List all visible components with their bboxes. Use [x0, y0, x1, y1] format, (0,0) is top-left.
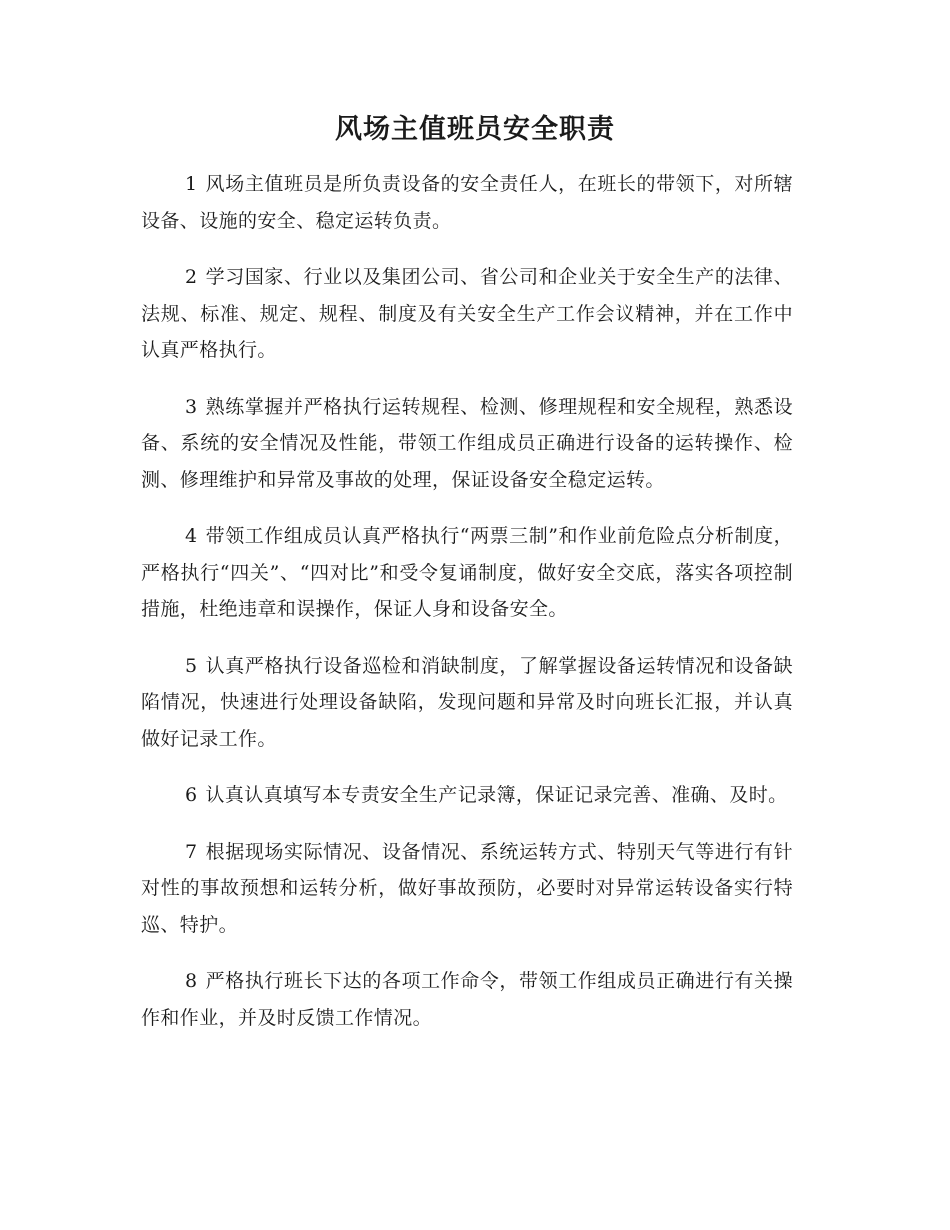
paragraph-6: [141, 777, 793, 814]
document-title: 风场主值班员安全职责: [335, 114, 615, 145]
paragraph-3: [141, 389, 793, 499]
paragraph-text: 根据现场实际情况、设备情况、系统运转方式、特别天气等进行有针对性的事故预想和运转分析，做好事故预防，必要时对异常运转设备实行特巡、特护。: [141, 840, 793, 936]
paragraph-text: 风场主值班员是所负责设备的安全责任人，在班长的带领下，对所辖设备、设施的安全、稳定运转负责。: [141, 173, 793, 232]
paragraph-number: 7: [185, 840, 198, 863]
paragraph-number: 4: [185, 525, 198, 547]
paragraph-text: 学习国家、行业以及集团公司、省公司和企业关于安全生产的法律、法规、标准、规定、规程、制度及有关安全生产工作会议精神，并在工作中认真严格执行。: [141, 266, 793, 361]
paragraph-number: 2: [185, 266, 198, 288]
paragraph-5: [141, 648, 793, 758]
paragraph-4: [141, 518, 793, 628]
paragraph-number: 8: [185, 970, 198, 992]
paragraph-text: 熟练掌握并严格执行运转规程、检测、修理规程和安全规程，熟悉设备、系统的安全情况及性能，带领工作组成员正确进行设备的运转操作、检测、修理维护和异常及事故的处理，保证设备安全稳定运转。: [141, 395, 793, 491]
paragraph-1: [141, 166, 793, 239]
paragraph-number: 5: [185, 654, 198, 677]
paragraph-text: 带领工作组成员认真严格执行“两票三制”和作业前危险点分析制度，严格执行“四关”、“四对比”和受令复诵制度，做好安全交底，落实各项控制措施，杜绝违章和误操作，保证人身和设备安全。: [141, 525, 793, 620]
paragraph-number: 1: [185, 173, 198, 195]
paragraph-text: 认真认真填写本专责安全生产记录簿，保证记录完善、准确、及时。: [205, 784, 788, 806]
paragraph-text: 认真严格执行设备巡检和消缺制度，了解掌握设备运转情况和设备缺陷情况，快速进行处理设备缺陷，发现问题和异常及时向班长汇报，并认真做好记录工作。: [141, 654, 793, 750]
paragraph-number: 6: [185, 784, 198, 806]
paragraph-7: [141, 834, 793, 944]
paragraph-2: [141, 259, 793, 369]
paragraph-8: [141, 963, 793, 1036]
paragraph-number: 3: [185, 395, 198, 418]
paragraph-text: 严格执行班长下达的各项工作命令，带领工作组成员正确进行有关操作和作业，并及时反馈工作情况。: [141, 970, 793, 1029]
document-body: [141, 166, 793, 1056]
